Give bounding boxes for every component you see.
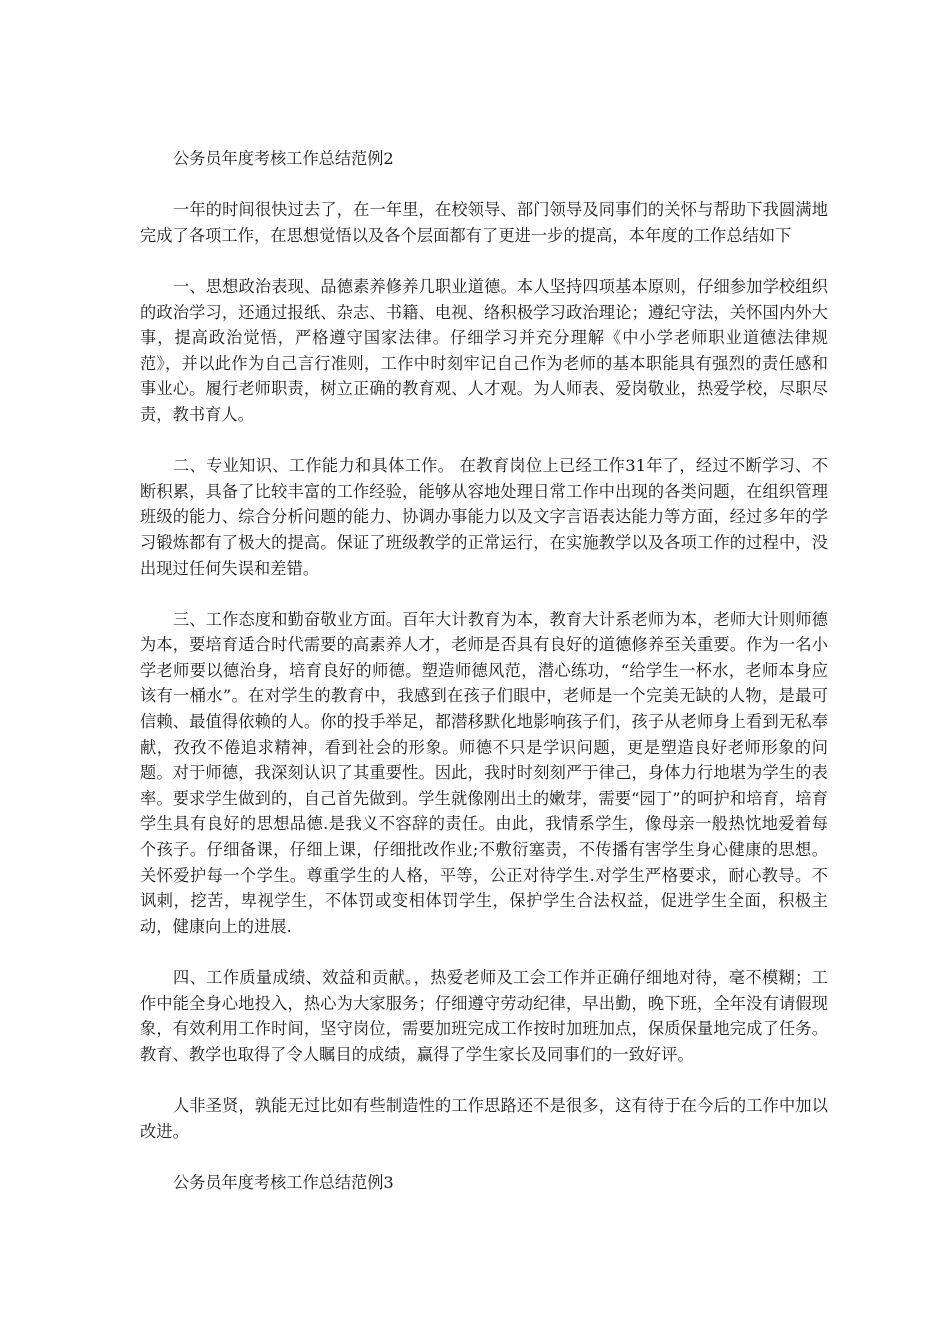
paragraph-political: 一、思想政治表现、品德素养修养几职业道德。本人坚持四项基本原则，仔细参加学校组织的政治学习，还通过报纸、杂志、书籍、电视、络积极学习政治理论；遵纪守法，关怀国内外大事，提高政治觉悟，严格遵守国家法律。仔细学习并充分理解《中小学老师职业道德法律规范》，并以此作为自己言行准则，工作中时刻牢记自己作为老师的基本职能具有强烈的责任感和事业心。履行老师职责，树立正确的教育观、人才观。为人师表、爱岗敬业，热爱学校，尽职尽责，教书育人。 xyxy=(140,276,828,424)
spacer xyxy=(140,428,828,454)
spacer xyxy=(140,248,828,274)
spacer xyxy=(140,1067,828,1093)
spacer xyxy=(140,581,828,607)
spacer xyxy=(140,172,828,198)
spacer xyxy=(140,939,828,965)
section-heading-2: 公务员年度考核工作总结范例2 xyxy=(173,149,394,168)
paragraph-closing: 人非圣贤，孰能无过比如有些制造性的工作思路还不是很多，这有待于在今后的工作中加以改进。 xyxy=(140,1095,828,1141)
paragraph-intro: 一年的时间很快过去了，在一年里，在校领导、部门领导及同事们的关怀与帮助下我圆满地完成了各项工作，在思想觉悟以及各个层面都有了更进一步的提高，本年度的工作总结如下 xyxy=(140,200,828,245)
paragraph-professional: 二、专业知识、工作能力和具体工作。 在教育岗位上已经工作31年了，经过不断学习、不断积累，具备了比较丰富的工作经验，能够从容地处理日常工作中出现的各类问题，在组织管理班级的能力、综合分析问题的能力、协调办事能力以及文字言语表达能力等方面，经过多年的学习锻炼都有了极大的提高。保证了班级教学的正常运行，在实施教学以及各项工作的过程中，没出现过任何失误和差错。 xyxy=(140,456,828,578)
document-page xyxy=(140,146,828,1195)
paragraph-attitude: 三、工作态度和勤奋敬业方面。百年大计教育为本，教育大计系老师为本，老师大计则师德为本，要培育适合时代需要的高素养人才，老师是否具有良好的道德修养至关重要。作为一名小学老师要以德治身，培育良好的师德。塑造师德风范，潜心练功，“给学生一杯水，老师本身应该有一桶水”。在对学生的教育中，我感到在孩子们眼中，老师是一个完美无缺的人物，是最可信赖、最值得依赖的人。你的投手举足，都潜移默化地影响孩子们，孩子从老师身上看到无私奉献，孜孜不倦追求精神，看到社会的形象。师德不只是学识问题，更是塑造良好老师形象的问题。对于师德，我深刻认识了其重要性。因此，我时时刻刻严于律己，身体力行地堪为学生的表率。要求学生做到的，自己首先做到。学生就像刚出土的嫩芽，需要“园丁”的呵护和培育，培育学生具有良好的思想品德.是我义不容辞的责任。由此，我情系学生，像母亲一般热忱地爱着每个孩子。仔细备课，仔细上课，仔细批改作业;不敷衍塞责，不传播有害学生身心健康的思想。关怀爱护每一个学生。尊重学生的人格，平等，公正对待学生.对学生严格要求，耐心教导。不讽刺，挖苦，卑视学生，不体罚或变相体罚学生，保护学生合法权益，促进学生全面，积极主动，健康向上的进展. xyxy=(140,609,828,936)
paragraph-quality: 四、工作质量成绩、效益和贡献。，热爱老师及工会工作并正确仔细地对待，毫不模糊；工作中能全身心地投入，热心为大家服务；仔细遵守劳动纪律，早出勤，晚下班，全年没有请假现象，有效利用工作时间，坚守岗位，需要加班完成工作按时加班加点，保质保量地完成了任务。教育、教学也取得了令人瞩目的成绩，赢得了学生家长及同事们的一致好评。 xyxy=(140,968,828,1064)
spacer xyxy=(140,1144,828,1170)
section-heading-3: 公务员年度考核工作总结范例3 xyxy=(173,1172,394,1192)
